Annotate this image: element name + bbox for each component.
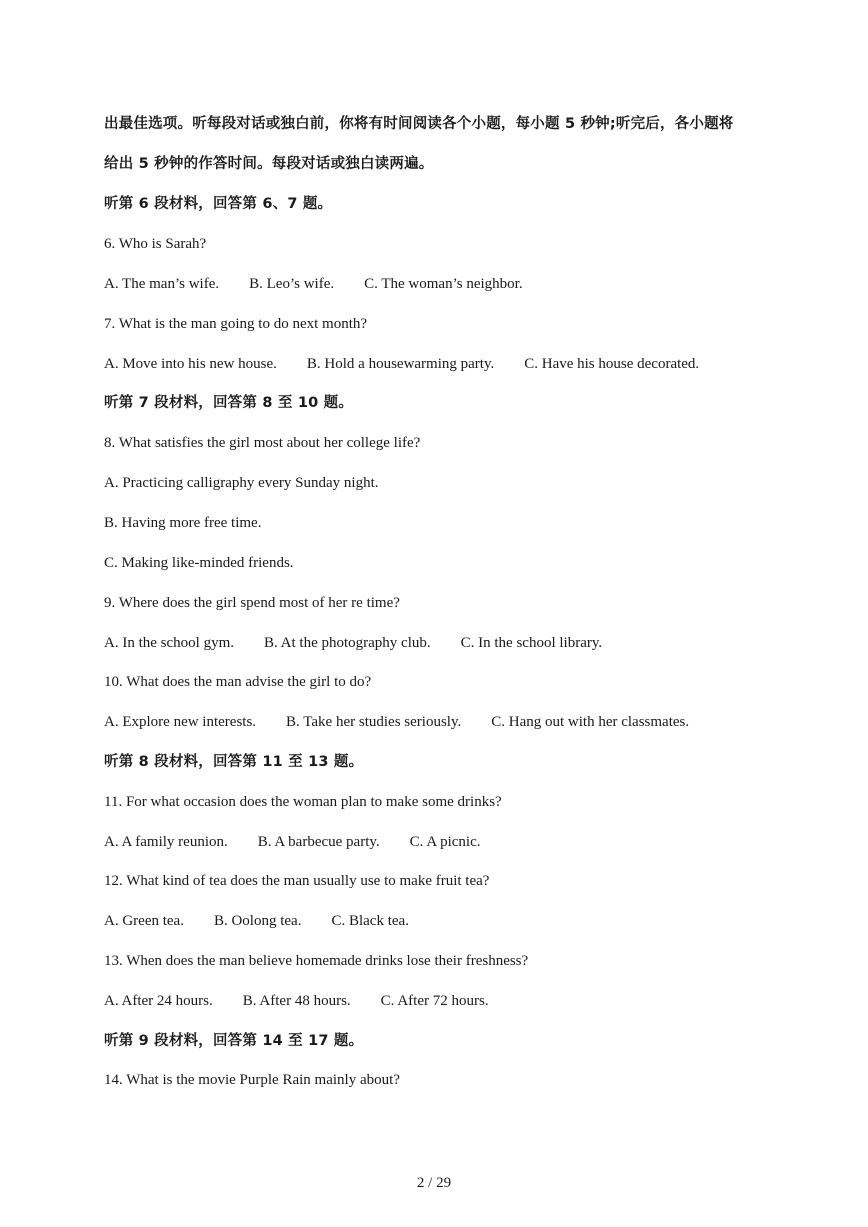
option-c: C. Have his house decorated. <box>524 356 700 372</box>
question-12: 12. What kind of tea does the man usually use to make fruit tea? <box>104 873 490 889</box>
question-13-options <box>104 991 489 1011</box>
section-heading-8: 听第 8 段材料，回答第 11 至 13 题。 <box>104 754 364 770</box>
question-11-options <box>104 832 481 852</box>
option-b: B. Take her studies seriously. <box>286 714 462 730</box>
option-b: B. Leo’s wife. <box>249 276 335 292</box>
option-a: A. Green tea. <box>104 913 184 929</box>
section-heading-6: 听第 6 段材料，回答第 6、7 题。 <box>104 196 333 212</box>
question-11: 11. For what occasion does the woman plan to make some drinks? <box>104 794 502 810</box>
page-number: 2 / 29 <box>416 1175 452 1191</box>
question-10: 10. What does the man advise the girl to do? <box>104 674 372 690</box>
question-12-options <box>104 911 409 931</box>
option-b: B. A barbecue party. <box>257 834 380 850</box>
question-10-options <box>104 712 689 732</box>
option-b: B. After 48 hours. <box>242 993 351 1009</box>
question-9-options <box>104 633 602 653</box>
option-c: C. In the school library. <box>460 635 603 651</box>
question-13: 13. When does the man believe homemade drinks lose their freshness? <box>104 953 529 969</box>
question-8: 8. What satisfies the girl most about her college life? <box>104 435 421 451</box>
question-8-option-a: A. Practicing calligraphy every Sunday night. <box>104 475 379 491</box>
question-7-options <box>104 354 699 374</box>
question-14: 14. What is the movie Purple Rain mainly about? <box>104 1072 400 1088</box>
option-a: A. Move into his new house. <box>104 356 277 372</box>
question-9: 9. Where does the girl spend most of her re time? <box>104 595 400 611</box>
option-c: C. A picnic. <box>409 834 481 850</box>
section-heading-9: 听第 9 段材料，回答第 14 至 17 题。 <box>104 1033 364 1049</box>
instructions-line-1: 出最佳选项。听每段对话或独白前，你将有时间阅读各个小题，每小题 5 秒钟;听完后，各小题将 <box>104 116 734 132</box>
option-a: A. After 24 hours. <box>104 993 213 1009</box>
option-c: C. The woman’s neighbor. <box>364 276 523 292</box>
option-b: B. Oolong tea. <box>213 913 302 929</box>
instructions-line-2: 给出 5 秒钟的作答时间。每段对话或独白读两遍。 <box>104 156 434 172</box>
option-b: B. Hold a housewarming party. <box>306 356 495 372</box>
question-6: 6. Who is Sarah? <box>104 236 207 252</box>
section-heading-7: 听第 7 段材料，回答第 8 至 10 题。 <box>104 395 354 411</box>
option-c: C. Black tea. <box>331 913 409 929</box>
option-a: A. The man’s wife. <box>104 276 220 292</box>
option-b: B. At the photography club. <box>263 635 431 651</box>
option-a: A. Explore new interests. <box>104 714 257 730</box>
option-a: A. In the school gym. <box>104 635 234 651</box>
option-c: C. After 72 hours. <box>380 993 489 1009</box>
question-8-option-c: C. Making like-minded friends. <box>104 555 294 571</box>
question-8-option-b: B. Having more free time. <box>104 515 262 531</box>
question-6-options <box>104 274 523 294</box>
question-7: 7. What is the man going to do next month? <box>104 316 368 332</box>
option-a: A. A family reunion. <box>104 834 228 850</box>
option-c: C. Hang out with her classmates. <box>491 714 690 730</box>
